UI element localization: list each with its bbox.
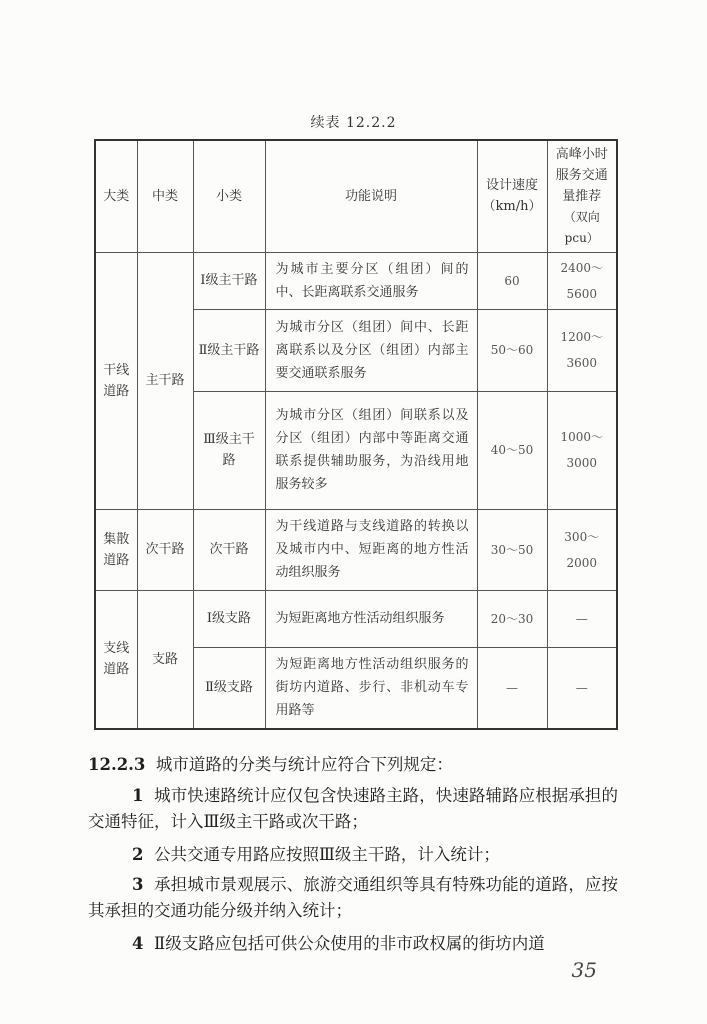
minor-category-cell: Ⅰ级支路 — [193, 590, 265, 647]
volume-cell: — — [547, 590, 617, 647]
clause-item — [88, 931, 618, 957]
header-minor-category: 小类 — [193, 140, 265, 252]
function-cell: 为短距离地方性活动组织服务的街坊内道路、步行、非机动车专用路等 — [265, 647, 477, 729]
table-header-row — [95, 140, 617, 252]
major-category-cell: 支线 道路 — [95, 590, 137, 729]
clause-text: 城市快速路统计应仅包含快速路主路，快速路辅路应根据承担的交通特征，计入Ⅲ级主干路或次干路； — [88, 786, 619, 831]
road-classification-table — [94, 139, 618, 730]
header-middle-category: 中类 — [137, 140, 193, 252]
volume-cell: 2400～ 5600 — [547, 252, 617, 309]
volume-cell: 1200～ 3600 — [547, 309, 617, 391]
function-cell: 为城市分区（组团）间联系以及分区（组团）内部中等距离交通联系提供辅助服务，为沿线用地服务较多 — [265, 391, 477, 509]
table-row — [95, 509, 617, 590]
volume-cell: 300～ 2000 — [547, 509, 617, 590]
header-volume-line3: 量推荐 — [562, 188, 602, 204]
section-heading — [88, 752, 618, 778]
table-row — [95, 252, 617, 309]
minor-category-cell: Ⅰ级主干路 — [193, 252, 265, 309]
minor-category-cell: 次干路 — [193, 509, 265, 590]
function-cell: 为短距离地方性活动组织服务 — [265, 590, 477, 647]
middle-category-cell: 支路 — [137, 590, 193, 729]
clause-text: 公共交通专用路应按照Ⅲ级主干路，计入统计； — [153, 845, 500, 864]
table-caption: 续表 12.2.2 — [310, 115, 397, 131]
header-volume-line1: 高峰小时 — [555, 146, 608, 162]
major-category-cell: 干线 道路 — [95, 252, 137, 509]
header-volume-line2: 服务交通 — [555, 167, 608, 183]
header-speed-line2: （km/h） — [482, 199, 542, 215]
volume-cell: — — [547, 647, 617, 729]
minor-category-cell: Ⅱ级主干路 — [193, 309, 265, 391]
clause-number: 2 — [132, 845, 144, 864]
page-number: 35 — [571, 958, 597, 982]
minor-category-cell: Ⅱ级支路 — [193, 647, 265, 729]
minor-category-cell: Ⅲ级主干路 — [193, 391, 265, 509]
section-title: 城市道路的分类与统计应符合下列规定： — [155, 755, 453, 774]
header-volume-line4: （双向 pcu） — [563, 209, 600, 245]
speed-cell: — — [477, 647, 547, 729]
header-major-category: 大类 — [95, 140, 137, 252]
header-design-speed — [477, 140, 547, 252]
speed-cell: 20～30 — [477, 590, 547, 647]
function-cell: 为干线道路与支线道路的转换以及城市内中、短距离的地方性活动组织服务 — [265, 509, 477, 590]
speed-cell: 60 — [477, 252, 547, 309]
middle-category-cell: 次干路 — [137, 509, 193, 590]
clause-text: Ⅱ级支路应包括可供公众使用的非市政权属的街坊内道 — [153, 934, 545, 953]
volume-cell: 1000～ 3000 — [547, 391, 617, 509]
clause-number: 4 — [132, 934, 144, 953]
function-cell: 为城市主要分区（组团）间的中、长距离联系交通服务 — [265, 252, 477, 309]
table-row — [95, 590, 617, 647]
clause-item — [88, 872, 618, 924]
clause-number: 3 — [132, 875, 144, 894]
clause-number: 1 — [132, 786, 144, 805]
speed-cell: 30～50 — [477, 509, 547, 590]
header-peak-volume — [547, 140, 617, 252]
clause-item — [88, 783, 618, 835]
function-cell: 为城市分区（组团）间中、长距离联系以及分区（组团）内部主要交通联系服务 — [265, 309, 477, 391]
speed-cell: 40～50 — [477, 391, 547, 509]
speed-cell: 50～60 — [477, 309, 547, 391]
section-number: 12.2.3 — [88, 755, 146, 774]
clause-item — [88, 842, 618, 868]
header-function: 功能说明 — [265, 140, 477, 252]
middle-category-cell: 主干路 — [137, 252, 193, 509]
clause-text: 承担城市景观展示、旅游交通组织等具有特殊功能的道路，应按其承担的交通功能分级并纳入统计； — [88, 875, 619, 920]
major-category-cell: 集散 道路 — [95, 509, 137, 590]
header-speed-line1: 设计速度 — [485, 178, 538, 194]
